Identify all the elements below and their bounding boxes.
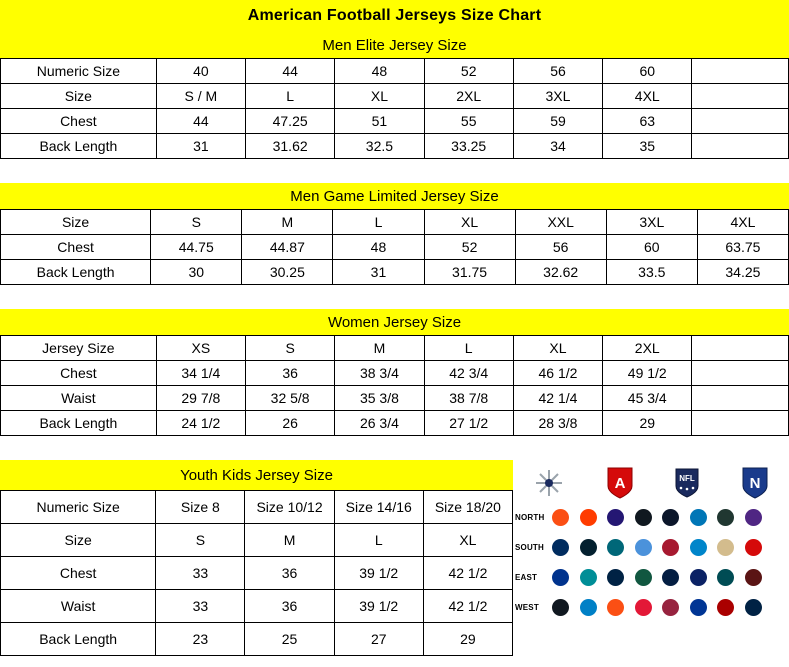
spacer [0, 436, 789, 444]
cell: 29 [423, 623, 512, 656]
cell: 42 3/4 [424, 361, 513, 386]
page-title-bar [0, 0, 789, 32]
row-label: Back Length [1, 623, 156, 656]
cell-empty [692, 411, 789, 436]
cell: 32.5 [335, 134, 424, 159]
conference-logo-row [513, 460, 789, 502]
cell: 59 [513, 109, 602, 134]
cell: 32.62 [515, 260, 606, 285]
team-logo-falcons [662, 539, 679, 556]
row-label: Back Length [1, 134, 157, 159]
cell: 56 [513, 59, 602, 84]
cell: 47.25 [246, 109, 335, 134]
team-logo-giants [690, 569, 707, 586]
team-logo-raiders [552, 599, 569, 616]
row-label: Size [1, 84, 157, 109]
team-logo-rams [690, 599, 707, 616]
table-row [1, 235, 789, 260]
cell: XXL [515, 210, 606, 235]
cell: 27 1/2 [424, 411, 513, 436]
spacer [0, 301, 789, 309]
cell: 40 [156, 59, 245, 84]
cell: S [151, 210, 242, 235]
cell-empty [692, 361, 789, 386]
cell: 30.25 [242, 260, 333, 285]
row-label: Waist [1, 590, 156, 623]
cell: 32 5/8 [246, 386, 335, 411]
table-row [1, 590, 513, 623]
division-label: WEST [515, 602, 539, 612]
cell: S [246, 336, 335, 361]
cell: 3XL [606, 210, 697, 235]
table-row [1, 260, 789, 285]
cell: 39 1/2 [334, 557, 423, 590]
team-logo-vikings [745, 509, 762, 526]
row-label: Size [1, 210, 151, 235]
section-title-youth: Youth Kids Jersey Size [180, 466, 333, 484]
table-men-game-limited [0, 209, 789, 285]
bottom-region [0, 460, 789, 656]
team-logo-steelers [635, 509, 652, 526]
cell: XL [335, 84, 424, 109]
team-logo-buccaneers [745, 539, 762, 556]
cell: L [246, 84, 335, 109]
division-grid [513, 502, 789, 622]
cell: 39 1/2 [334, 590, 423, 623]
table-row [1, 524, 513, 557]
cell: Size 10/12 [245, 491, 334, 524]
cell: Size 8 [156, 491, 245, 524]
cell: 42 1/4 [513, 386, 602, 411]
cell: 29 [603, 411, 692, 436]
row-label: Back Length [1, 260, 151, 285]
table-row [1, 84, 789, 109]
section-header-youth [0, 460, 513, 490]
cell: L [333, 210, 424, 235]
cell: 36 [246, 361, 335, 386]
table-men-elite [0, 58, 789, 159]
division-label: SOUTH [515, 542, 544, 552]
table-row [1, 109, 789, 134]
section-header-men-game-limited [0, 183, 789, 209]
cell: 44.87 [242, 235, 333, 260]
cell: L [334, 524, 423, 557]
spacer [0, 285, 789, 293]
cell: M [245, 524, 334, 557]
team-logo-commanders [745, 569, 762, 586]
spacer [0, 452, 789, 460]
cell: 25 [245, 623, 334, 656]
cell: 42 1/2 [423, 590, 512, 623]
team-logo-colts [552, 539, 569, 556]
team-logo-broncos [607, 599, 624, 616]
cell: 63 [603, 109, 692, 134]
cell: 34 1/4 [156, 361, 245, 386]
cell: Size 14/16 [334, 491, 423, 524]
spacer [0, 444, 789, 452]
cell: 63.75 [697, 235, 788, 260]
cell: 24 1/2 [156, 411, 245, 436]
cell: 31 [156, 134, 245, 159]
cell: 44 [246, 59, 335, 84]
cell: 36 [245, 557, 334, 590]
row-label: Numeric Size [1, 491, 156, 524]
table-row [1, 59, 789, 84]
cell: S / M [156, 84, 245, 109]
row-label: Numeric Size [1, 59, 157, 84]
cell: 51 [335, 109, 424, 134]
cell: XS [156, 336, 245, 361]
cell: 34.25 [697, 260, 788, 285]
team-logo-49ers [717, 599, 734, 616]
cell: 45 3/4 [603, 386, 692, 411]
table-row [1, 134, 789, 159]
nfl-logos-panel [513, 460, 789, 622]
cell: 33 [156, 557, 245, 590]
team-logo-panthers [690, 539, 707, 556]
table-row [1, 336, 789, 361]
row-label: Chest [1, 557, 156, 590]
team-logo-patriots [607, 569, 624, 586]
cell: XL [424, 210, 515, 235]
svg-text:A: A [614, 475, 626, 492]
svg-text:NFL: NFL [679, 474, 696, 483]
table-row [1, 557, 513, 590]
division-row-east [513, 562, 789, 592]
section-title-men-game-limited: Men Game Limited Jersey Size [290, 187, 499, 205]
table-row [1, 386, 789, 411]
nfl-star-logo-icon [534, 468, 564, 498]
cell: 60 [603, 59, 692, 84]
row-label: Size [1, 524, 156, 557]
team-logo-saints [717, 539, 734, 556]
table-row [1, 623, 513, 656]
team-logo-cardinals [662, 599, 679, 616]
cell-empty [692, 336, 789, 361]
section-title-women: Women Jersey Size [327, 313, 462, 331]
nfc-north-team-logos [657, 509, 767, 526]
team-logo-cowboys [662, 569, 679, 586]
division-row-north [513, 502, 789, 532]
cell: M [335, 336, 424, 361]
table-row [1, 210, 789, 235]
row-label: Chest [1, 361, 157, 386]
cell: M [242, 210, 333, 235]
cell: 36 [245, 590, 334, 623]
cell: 44.75 [151, 235, 242, 260]
nfc-west-team-logos [657, 599, 767, 616]
table-row [1, 361, 789, 386]
cell: 27 [334, 623, 423, 656]
cell: 52 [424, 59, 513, 84]
cell-empty [692, 109, 789, 134]
page-title: American Football Jerseys Size Chart [247, 7, 542, 24]
cell: 28 3/8 [513, 411, 602, 436]
svg-text:N: N [749, 475, 761, 492]
team-logo-lions [690, 509, 707, 526]
team-logo-jets [635, 569, 652, 586]
team-logo-dolphins [580, 569, 597, 586]
cell: 38 3/4 [335, 361, 424, 386]
cell: 2XL [603, 336, 692, 361]
afc-east-team-logos [547, 569, 657, 586]
cell: 60 [606, 235, 697, 260]
cell: 52 [424, 235, 515, 260]
row-label: Chest [1, 235, 151, 260]
cell: 4XL [603, 84, 692, 109]
cell: XL [423, 524, 512, 557]
team-logo-chiefs [635, 599, 652, 616]
cell-empty [692, 386, 789, 411]
table-row [1, 411, 789, 436]
cell: 35 [603, 134, 692, 159]
cell: 2XL [424, 84, 513, 109]
division-label: NORTH [515, 512, 545, 522]
cell: 42 1/2 [423, 557, 512, 590]
cell: 48 [335, 59, 424, 84]
cell: 26 3/4 [335, 411, 424, 436]
table-youth [0, 490, 513, 656]
team-logo-jaguars [607, 539, 624, 556]
spacer [0, 159, 789, 167]
nfl-shield-logo-icon [675, 468, 699, 498]
cell: 29 7/8 [156, 386, 245, 411]
afc-west-team-logos [547, 599, 657, 616]
team-logo-texans [580, 539, 597, 556]
team-logo-seahawks [745, 599, 762, 616]
afc-south-team-logos [547, 539, 657, 556]
cell: 34 [513, 134, 602, 159]
cell: 23 [156, 623, 245, 656]
cell: 56 [515, 235, 606, 260]
row-label: Back Length [1, 411, 157, 436]
section-header-men-elite [0, 32, 789, 58]
team-logo-packers [717, 509, 734, 526]
spacer [0, 175, 789, 183]
youth-section [0, 460, 513, 656]
row-label: Jersey Size [1, 336, 157, 361]
cell: XL [513, 336, 602, 361]
team-logo-titans [635, 539, 652, 556]
cell: 44 [156, 109, 245, 134]
afc-north-team-logos [547, 509, 657, 526]
team-logo-bills [552, 569, 569, 586]
cell: 31.75 [424, 260, 515, 285]
row-label: Waist [1, 386, 157, 411]
division-label: EAST [515, 572, 538, 582]
cell: 31 [333, 260, 424, 285]
cell: 46 1/2 [513, 361, 602, 386]
cell: 4XL [697, 210, 788, 235]
division-row-west [513, 592, 789, 622]
nfc-east-team-logos [657, 569, 767, 586]
cell-empty [692, 134, 789, 159]
team-logo-chargers [580, 599, 597, 616]
row-label: Chest [1, 109, 157, 134]
cell: 48 [333, 235, 424, 260]
cell: S [156, 524, 245, 557]
cell: 55 [424, 109, 513, 134]
team-logo-bears [662, 509, 679, 526]
cell: 49 1/2 [603, 361, 692, 386]
spacer [0, 293, 789, 301]
cell: 33.5 [606, 260, 697, 285]
nfc-south-team-logos [657, 539, 767, 556]
table-row [1, 491, 513, 524]
team-logo-bengals [552, 509, 569, 526]
cell-empty [692, 59, 789, 84]
team-logo-eagles [717, 569, 734, 586]
section-title-men-elite: Men Elite Jersey Size [322, 36, 467, 54]
team-logo-browns [580, 509, 597, 526]
spacer [0, 167, 789, 175]
division-row-south [513, 532, 789, 562]
cell: 31.62 [246, 134, 335, 159]
nfc-logo-icon [742, 467, 768, 499]
section-header-women [0, 309, 789, 335]
cell: 38 7/8 [424, 386, 513, 411]
team-logo-ravens [607, 509, 624, 526]
afc-logo-icon [607, 467, 633, 499]
cell: 35 3/8 [335, 386, 424, 411]
cell: 3XL [513, 84, 602, 109]
cell: 26 [246, 411, 335, 436]
table-women [0, 335, 789, 436]
cell-empty [692, 84, 789, 109]
cell: L [424, 336, 513, 361]
cell: 33 [156, 590, 245, 623]
cell: 30 [151, 260, 242, 285]
cell: 33.25 [424, 134, 513, 159]
cell: Size 18/20 [423, 491, 512, 524]
